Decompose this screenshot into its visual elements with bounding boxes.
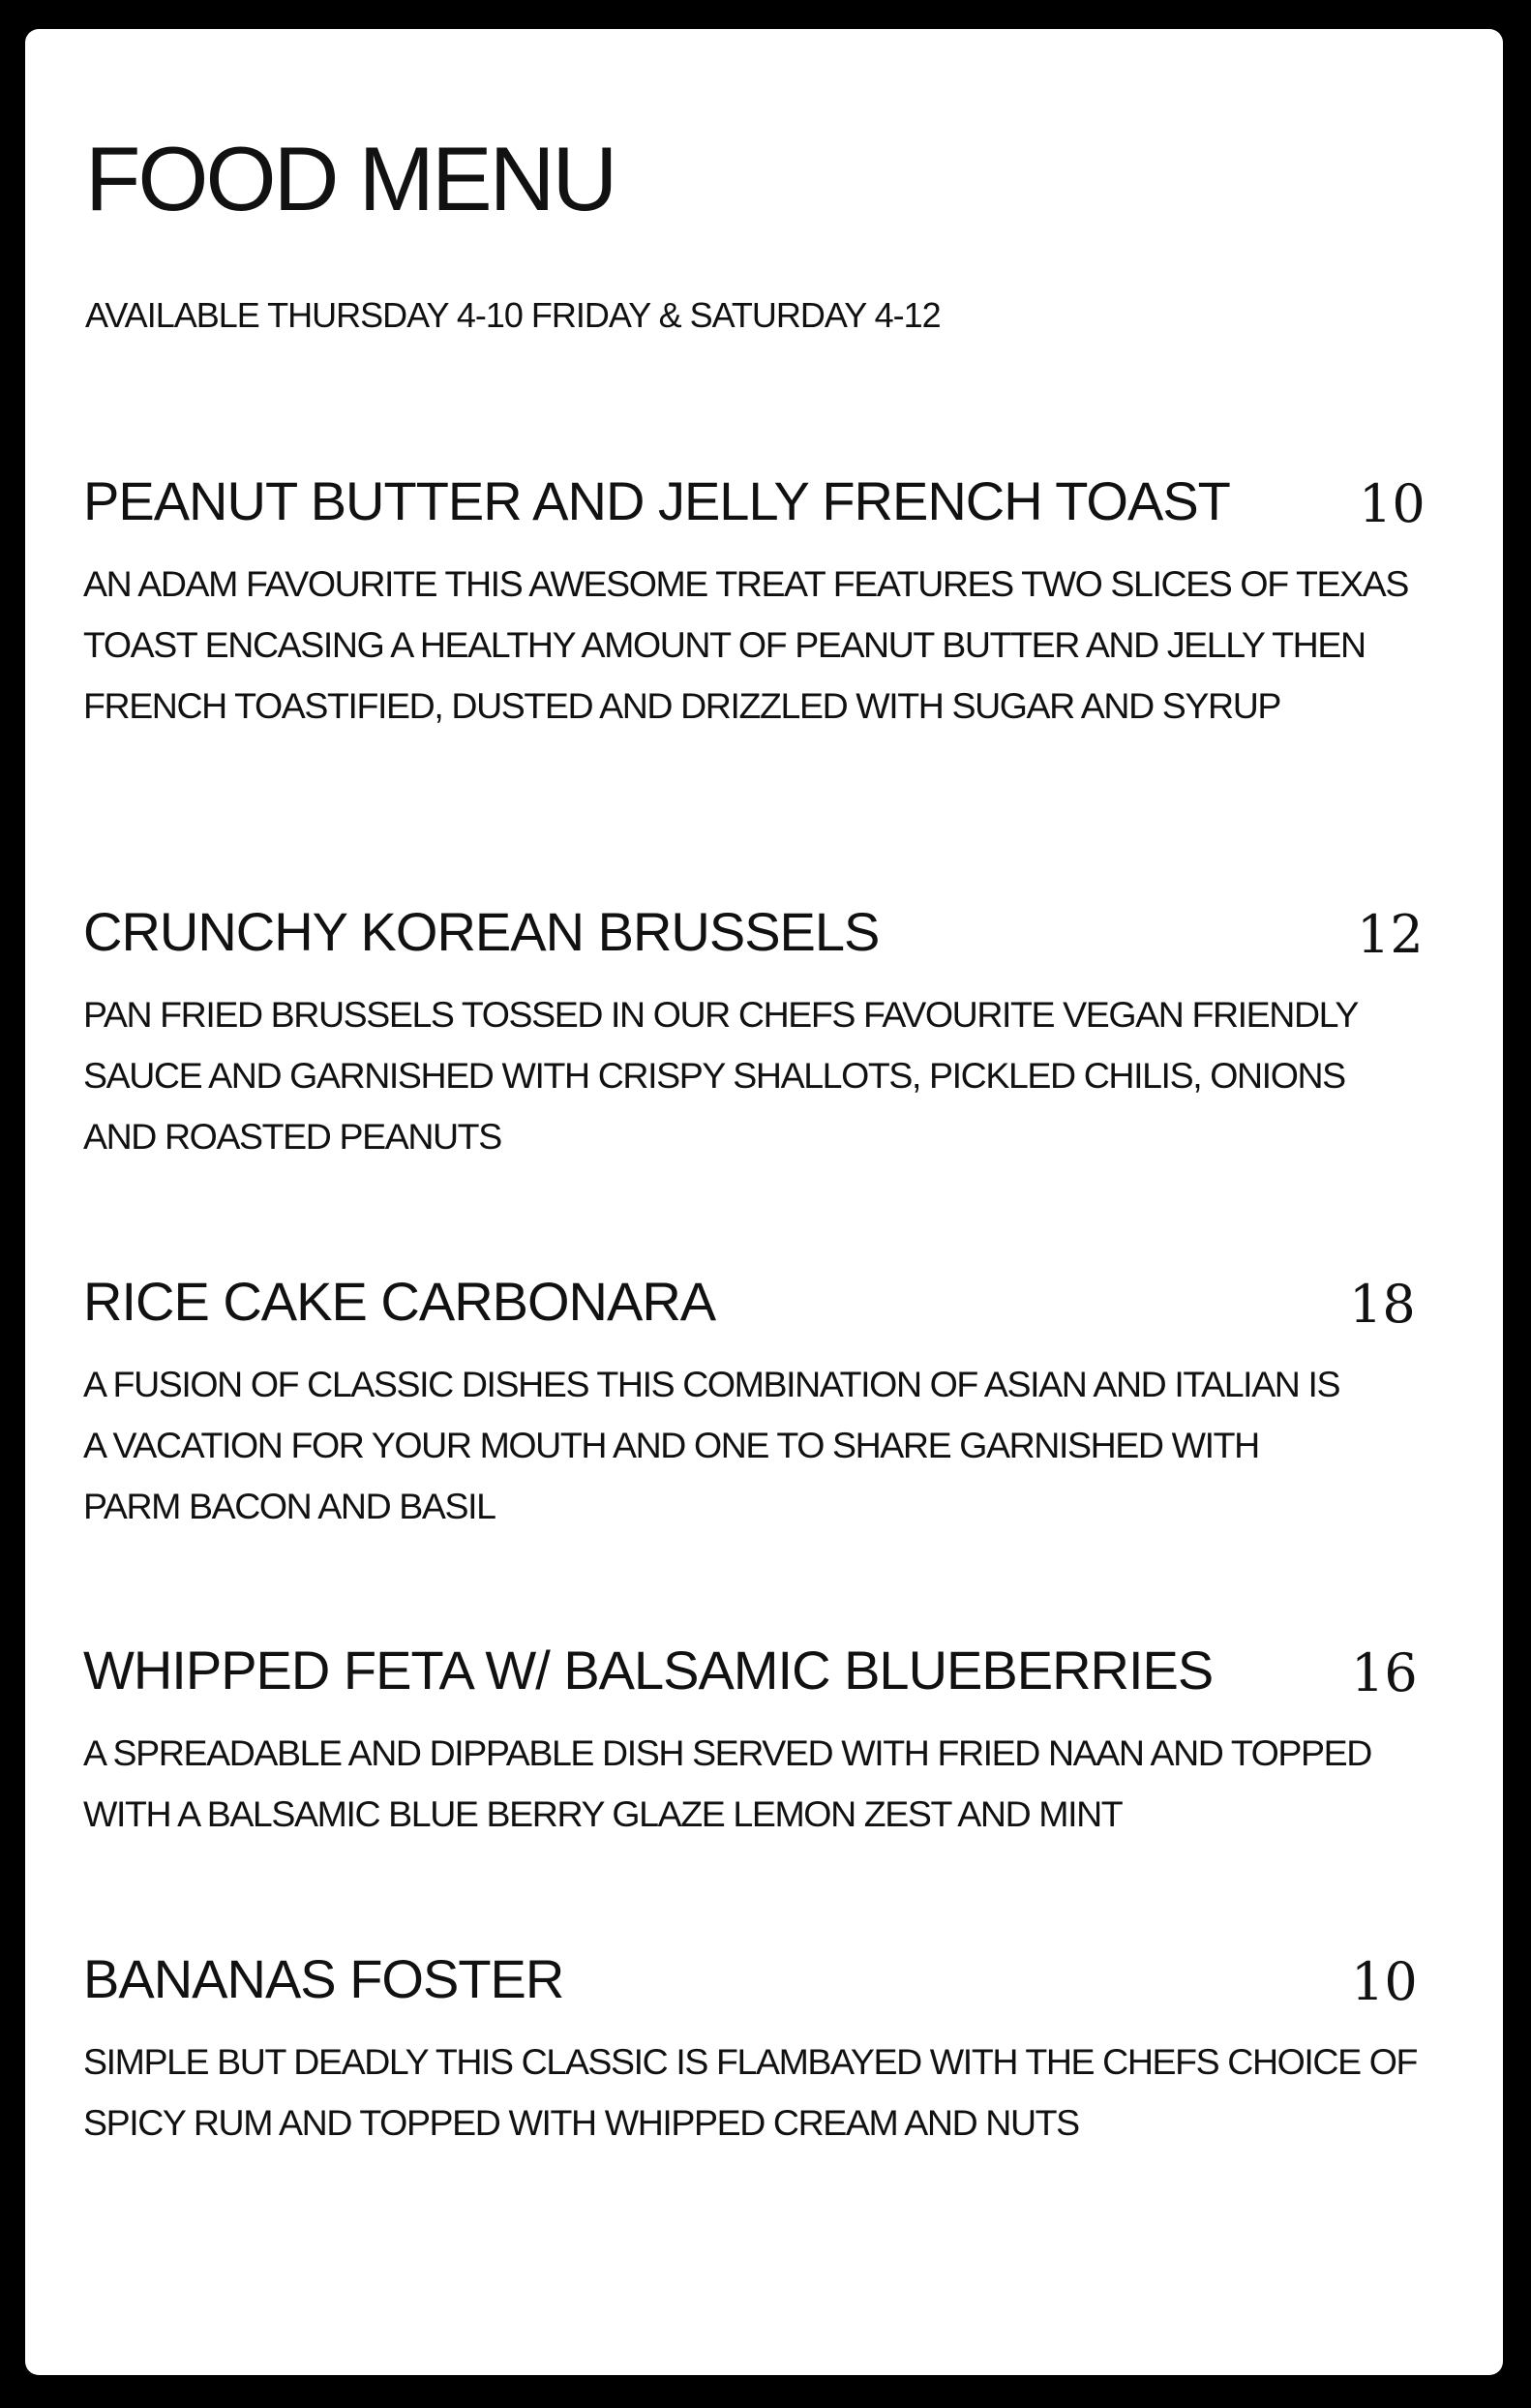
menu-item-description: SIMPLE BUT DEADLY THIS CLASSIC IS FLAMBAYED WITH THE CHEFS CHOICE OF SPICY RUM AND TOPPED WITH WHIPPED CREAM AND NUTS [83, 2041, 1418, 2143]
menu-item-description: A SPREADABLE AND DIPPABLE DISH SERVED WITH FRIED NAAN AND TOPPED WITH A BALSAMIC BLUE BERRY GLAZE LEMON ZEST AND MINT [83, 1732, 1371, 1834]
menu-item-price: 16 [1351, 1642, 1418, 1703]
menu-item-name: CRUNCHY KOREAN BRUSSELS [83, 901, 880, 962]
menu-item-name: RICE CAKE CARBONARA [83, 1271, 716, 1332]
menu-item-price: 18 [1349, 1274, 1416, 1335]
menu-item-description: PAN FRIED BRUSSELS TOSSED IN OUR CHEFS FAVOURITE VEGAN FRIENDLY SAUCE AND GARNISHED WITH CRISPY SHALLOTS, PICKLED CHILIS, ONIONS AND ROASTED PEANUTS [83, 994, 1358, 1157]
menu-item-price: 12 [1357, 904, 1424, 965]
menu-item-price: 10 [1359, 473, 1426, 534]
availability-hours: AVAILABLE THURSDAY 4-10 FRIDAY & SATURDAY 4-12 [85, 295, 941, 335]
menu-item-name: PEANUT BUTTER AND JELLY FRENCH TOAST [83, 470, 1230, 531]
menu-item-description: AN ADAM FAVOURITE THIS AWESOME TREAT FEATURES TWO SLICES OF TEXAS TOAST ENCASING A HEALTHY AMOUNT OF PEANUT BUTTER AND JELLY THEN FRENCH TOASTIFIED, DUSTED AND DRIZZLED WITH SUGAR AND SYRUP [83, 563, 1408, 726]
menu-item-name: WHIPPED FETA W/ BALSAMIC BLUEBERRIES [83, 1640, 1214, 1701]
menu-item-name: BANANAS FOSTER [83, 1948, 564, 2009]
menu-item-description: A FUSION OF CLASSIC DISHES THIS COMBINATION OF ASIAN AND ITALIAN IS A VACATION FOR YOUR MOUTH AND ONE TO SHARE GARNISHED WITH PARM BACON AND BASIL [83, 1364, 1340, 1526]
menu-card [25, 29, 1503, 2375]
menu-item-price: 10 [1351, 1951, 1418, 2012]
menu-title: FOOD MENU [85, 128, 615, 229]
